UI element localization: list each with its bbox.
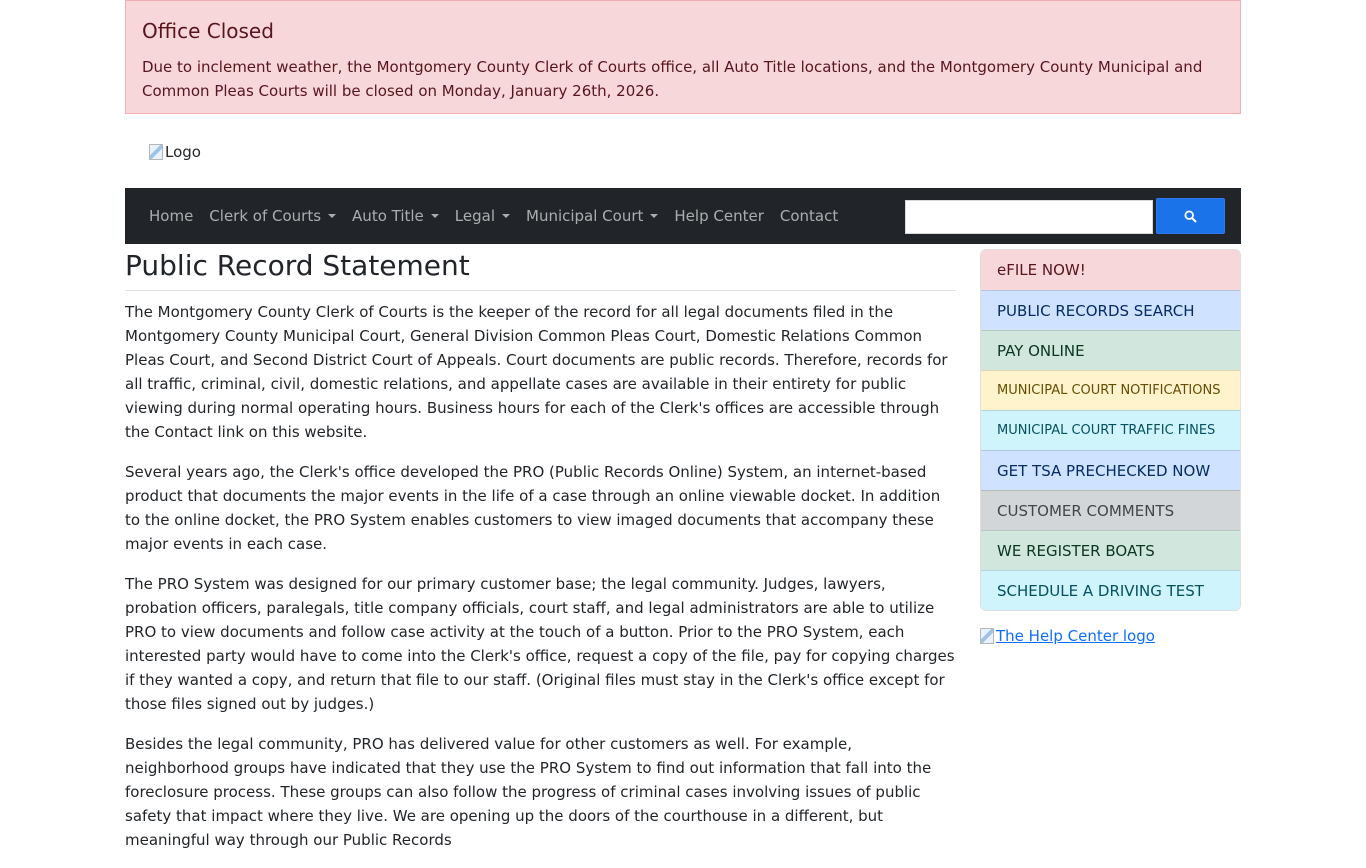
municipal-court-traffic-fines-link[interactable]: MUNICIPAL COURT TRAFFIC FINES (981, 410, 1240, 450)
search-input[interactable] (905, 200, 1153, 234)
caret-down-icon (328, 214, 336, 218)
help-center-logo-link[interactable] (980, 627, 1241, 645)
broken-image-icon (980, 628, 994, 644)
pay-online-link[interactable]: PAY ONLINE (981, 330, 1240, 370)
main-content (125, 248, 956, 868)
main-navbar (125, 188, 1241, 244)
public-records-search-link[interactable]: PUBLIC RECORDS SEARCH (981, 290, 1240, 330)
search-icon (1184, 210, 1197, 223)
nav-contact[interactable]: Contact (779, 207, 839, 225)
municipal-court-notifications-link[interactable]: MUNICIPAL COURT NOTIFICATIONS (981, 370, 1240, 410)
office-closed-alert (125, 0, 1241, 114)
customer-comments-link[interactable]: CUSTOMER COMMENTS (981, 490, 1240, 530)
schedule-driving-test-link[interactable]: SCHEDULE A DRIVING TEST (981, 570, 1240, 610)
nav-help-center[interactable]: Help Center (674, 207, 764, 225)
nav-home[interactable]: Home (149, 207, 194, 225)
paragraph: The PRO System was designed for our primary customer base; the legal community. Judges, lawyers, probation officers, paralegals, title company officials, court staff, and legal administrators are able to utilize PRO to view documents and follow case activity at the touch of a button. Prior to the PRO System, each interested party would have to come into the Clerk's office, request a copy of the file, pay for copying charges if they wanted a copy, and return that file to our staff. (Original files must stay in the Clerk's office except for those files signed out by judges.) (125, 575, 955, 713)
quick-links (980, 249, 1241, 611)
tsa-precheck-link[interactable]: GET TSA PRECHECKED NOW (981, 450, 1240, 490)
caret-down-icon (650, 214, 658, 218)
search-button[interactable] (1156, 198, 1225, 234)
broken-image-icon (149, 144, 163, 160)
alert-message: Due to inclement weather, the Montgomery County Clerk of Courts office, all Auto Title locations, and the Montgomery County Municipal and Common Pleas Courts will be closed on Monday, January 26th, 2026. (142, 58, 1203, 100)
nav-clerk-of-courts[interactable]: Clerk of Courts (201, 188, 344, 244)
logo-alt-text: Logo (165, 143, 201, 161)
paragraph: Besides the legal community, PRO has delivered value for other customers as well. For example, neighborhood groups have indicated that they use the PRO System to find out information that fall into the foreclosure process. These groups can also follow the progress of criminal cases involving issues of public safety that impact where they live. We are opening up the doors of the courthouse in a different, but meaningful way through our Public Records (125, 735, 932, 849)
help-center-alt-text: The Help Center logo (996, 627, 1155, 645)
efile-now-link[interactable]: eFILE NOW! (981, 250, 1240, 290)
paragraph: Several years ago, the Clerk's office developed the PRO (Public Records Online) System, an internet-based product that documents the major events in the life of a case through an online viewable docket. In addition to the online docket, the PRO System enables customers to view imaged documents that accompany these major events in each case. (125, 463, 941, 553)
paragraph: The Montgomery County Clerk of Courts is the keeper of the record for all legal documents filed in the Montgomery County Municipal Court, General Division Common Pleas Court, Domestic Relations Common Pleas Court, and Second District Court of Appeals. Court documents are public records. Therefore, records for all traffic, criminal, civil, domestic relations, and appellate cases are available in their entirety for public viewing during normal operating hours. Business hours for each of the Clerk's offices are accessible through the Contact link on this website. (125, 303, 948, 441)
sidebar (980, 249, 1241, 645)
page-title: Public Record Statement (125, 248, 956, 291)
alert-title: Office Closed (142, 19, 274, 43)
nav-municipal-court[interactable]: Municipal Court (518, 188, 666, 244)
nav-items (141, 188, 846, 244)
site-logo[interactable] (149, 140, 201, 164)
register-boats-link[interactable]: WE REGISTER BOATS (981, 530, 1240, 570)
caret-down-icon (502, 214, 510, 218)
nav-legal[interactable]: Legal (447, 188, 518, 244)
caret-down-icon (431, 214, 439, 218)
nav-auto-title[interactable]: Auto Title (344, 188, 447, 244)
